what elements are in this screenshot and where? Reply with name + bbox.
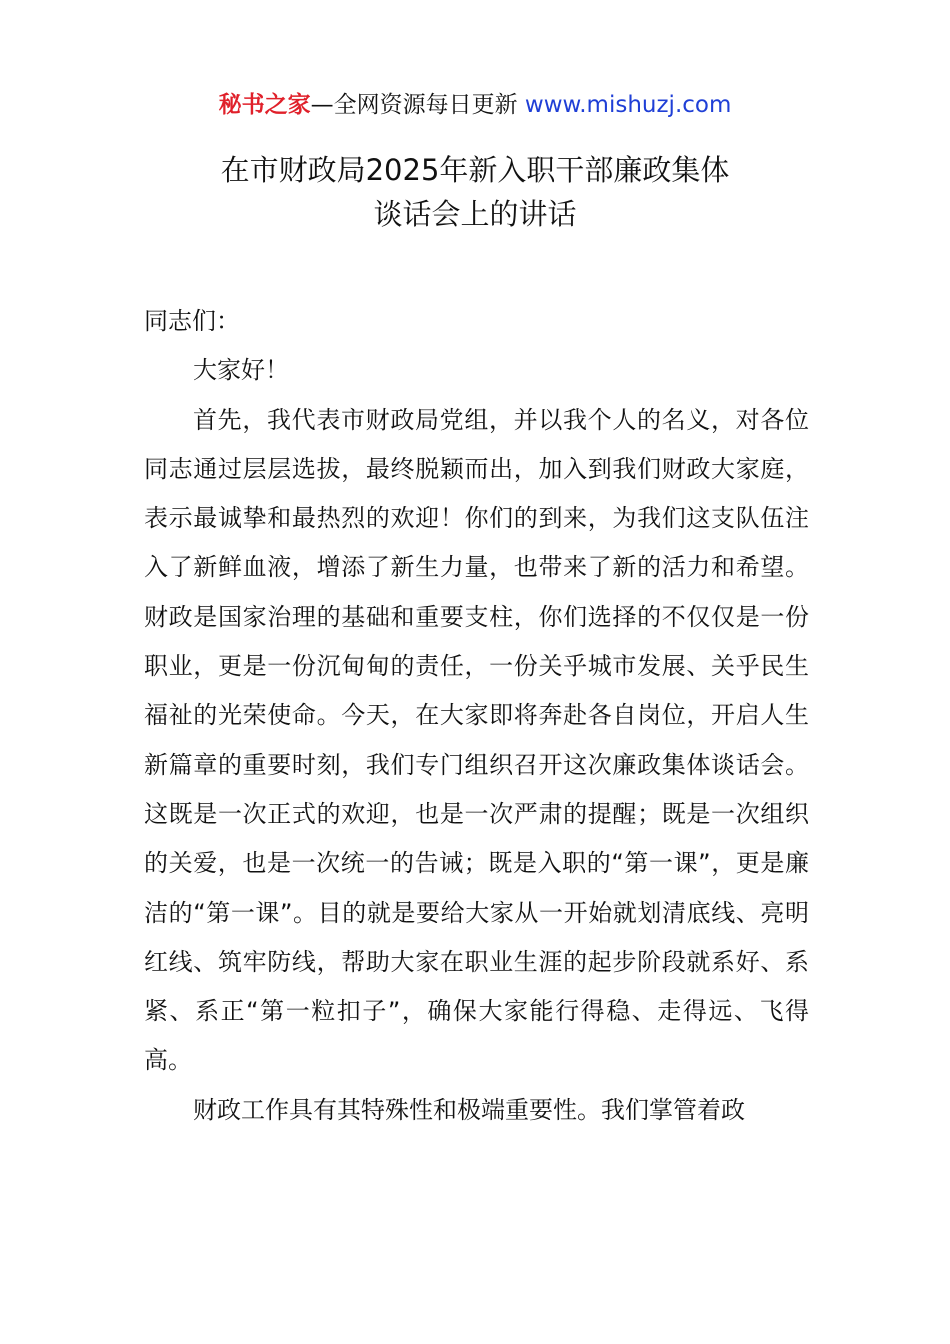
paragraph-1: 首先，我代表市财政局党组，并以我个人的名义，对各位同志通过层层选拔，最终脱颖而出，加入到我们财政大家庭，表示最诚挚和最热烈的欢迎！你们的到来，为我们这支队伍注入了新鲜血液，增添了新生力量，也带来了新的活力和希望。财政是国家治理的基础和重要支柱，你们选择的不仅仅是一份职业，更是一份沉甸甸的责任，一份关乎城市发展、关乎民生福祉的光荣使命。今天，在大家即将奔赴各自岗位，开启人生新篇章的重要时刻，我们专门组织召开这次廉政集体谈话会。这既是一次正式的欢迎，也是一次严肃的提醒；既是一次组织的关爱，也是一次统一的告诫；既是入职的“第一课”，更是廉洁的“第一课”。目的就是要给大家从一开始就划清底线、亮明红线、筑牢防线，帮助大家在职业生涯的起步阶段就系好、系紧、系正“第一粒扣子”，确保大家能行得稳、走得远、飞得高。 bbox=[144, 405, 809, 1075]
greeting: 大家好！ bbox=[193, 356, 289, 385]
site-url-link[interactable]: www.mishuzj.com bbox=[524, 92, 732, 118]
document-title bbox=[0, 148, 950, 236]
paragraph-2: 财政工作具有其特殊性和极端重要性。我们掌管着政 bbox=[193, 1095, 745, 1124]
document-body bbox=[144, 297, 809, 1135]
brand-name: 秘书之家 bbox=[218, 92, 311, 118]
header-tagline: —全网资源每日更新 bbox=[310, 92, 525, 118]
salutation: 同志们： bbox=[144, 307, 240, 335]
title-line-1: 在市财政局2025年新入职干部廉政集体 bbox=[220, 153, 730, 187]
title-line-2: 谈话会上的讲话 bbox=[373, 197, 577, 231]
site-header bbox=[0, 88, 950, 122]
